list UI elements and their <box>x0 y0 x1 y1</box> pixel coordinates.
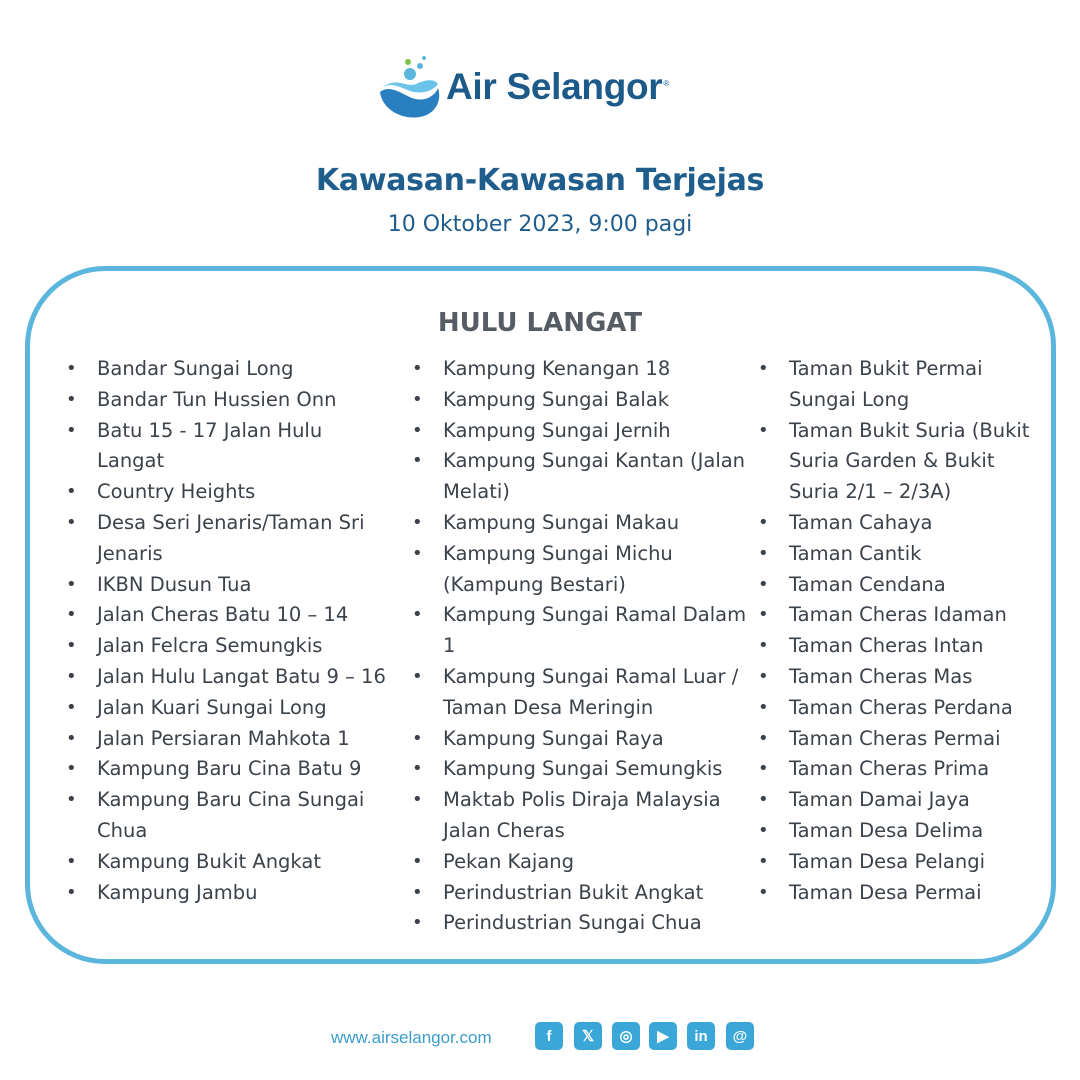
area-item: • Maktab Polis Diraja Malaysia Jalan Cheras <box>408 785 753 847</box>
threads-icon[interactable]: @ <box>726 1022 754 1050</box>
instagram-icon[interactable]: ◎ <box>612 1022 640 1050</box>
area-item: • Jalan Persiaran Mahkota 1 <box>62 724 392 755</box>
area-item: • Kampung Sungai Balak <box>408 385 753 416</box>
area-item: • Kampung Bukit Angkat <box>62 847 392 878</box>
area-item: • Taman Cheras Mas <box>754 662 1044 693</box>
area-item: • Kampung Baru Cina Batu 9 <box>62 754 392 785</box>
area-item: • Kampung Sungai Jernih <box>408 416 753 447</box>
area-item: • Taman Bukit Permai Sungai Long <box>754 354 1044 416</box>
area-item: • Bandar Tun Hussien Onn <box>62 385 392 416</box>
water-drop-icon <box>376 52 446 124</box>
area-item: • Taman Cheras Permai <box>754 724 1044 755</box>
area-item: • Taman Damai Jaya <box>754 785 1044 816</box>
area-item: • Taman Desa Permai <box>754 878 1044 909</box>
area-item: • Kampung Baru Cina Sungai Chua <box>62 785 392 847</box>
area-column-1 <box>62 354 392 908</box>
area-item: • Kampung Sungai Makau <box>408 508 753 539</box>
area-item: • Country Heights <box>62 477 392 508</box>
website-link[interactable]: www.airselangor.com <box>331 1028 492 1047</box>
area-item: • Kampung Sungai Ramal Dalam 1 <box>408 600 753 662</box>
area-item: • IKBN Dusun Tua <box>62 570 392 601</box>
linkedin-icon[interactable]: in <box>687 1022 715 1050</box>
region-heading: HULU LANGAT <box>437 308 643 338</box>
area-item: • Taman Cahaya <box>754 508 1044 539</box>
area-item: • Kampung Sungai Raya <box>408 724 753 755</box>
area-item: • Kampung Sungai Michu (Kampung Bestari) <box>408 539 753 601</box>
area-item: • Desa Seri Jenaris/Taman Sri Jenaris <box>62 508 392 570</box>
area-item: • Kampung Sungai Kantan (Jalan Melati) <box>408 446 753 508</box>
area-item: • Kampung Jambu <box>62 878 392 909</box>
area-item: • Bandar Sungai Long <box>62 354 392 385</box>
area-item: • Jalan Kuari Sungai Long <box>62 693 392 724</box>
youtube-icon[interactable]: ▶ <box>649 1022 677 1050</box>
area-item: • Jalan Hulu Langat Batu 9 – 16 <box>62 662 392 693</box>
area-item: • Taman Cheras Perdana <box>754 693 1044 724</box>
area-item: • Jalan Cheras Batu 10 – 14 <box>62 600 392 631</box>
area-item: • Taman Desa Pelangi <box>754 847 1044 878</box>
area-item: • Taman Cheras Prima <box>754 754 1044 785</box>
area-item: • Taman Cantik <box>754 539 1044 570</box>
area-item: • Batu 15 - 17 Jalan Hulu Langat <box>62 416 392 478</box>
brand-name: Air Selangor® <box>446 66 670 107</box>
area-item: • Kampung Sungai Semungkis <box>408 754 753 785</box>
area-item: • Taman Bukit Suria (Bukit Suria Garden & Bukit Suria 2/1 – 2/3A) <box>754 416 1044 508</box>
area-item: • Taman Desa Delima <box>754 816 1044 847</box>
area-item: • Perindustrian Bukit Angkat <box>408 878 753 909</box>
area-item: • Jalan Felcra Semungkis <box>62 631 392 662</box>
page-title: Kawasan-Kawasan Terjejas <box>315 163 765 198</box>
area-column-2 <box>408 354 753 939</box>
area-item: • Taman Cheras Idaman <box>754 600 1044 631</box>
brand-logo <box>376 52 716 124</box>
page-date: 10 Oktober 2023, 9:00 pagi <box>387 212 693 237</box>
area-item: • Pekan Kajang <box>408 847 753 878</box>
area-item: • Taman Cheras Intan <box>754 631 1044 662</box>
area-item: • Taman Cendana <box>754 570 1044 601</box>
area-item: • Kampung Sungai Ramal Luar / Taman Desa Meringin <box>408 662 753 724</box>
footer <box>0 1022 1080 1062</box>
area-item: • Kampung Kenangan 18 <box>408 354 753 385</box>
x-icon[interactable]: 𝕏 <box>574 1022 602 1050</box>
area-item: • Perindustrian Sungai Chua <box>408 908 753 939</box>
facebook-icon[interactable]: f <box>535 1022 563 1050</box>
area-column-3 <box>754 354 1044 908</box>
